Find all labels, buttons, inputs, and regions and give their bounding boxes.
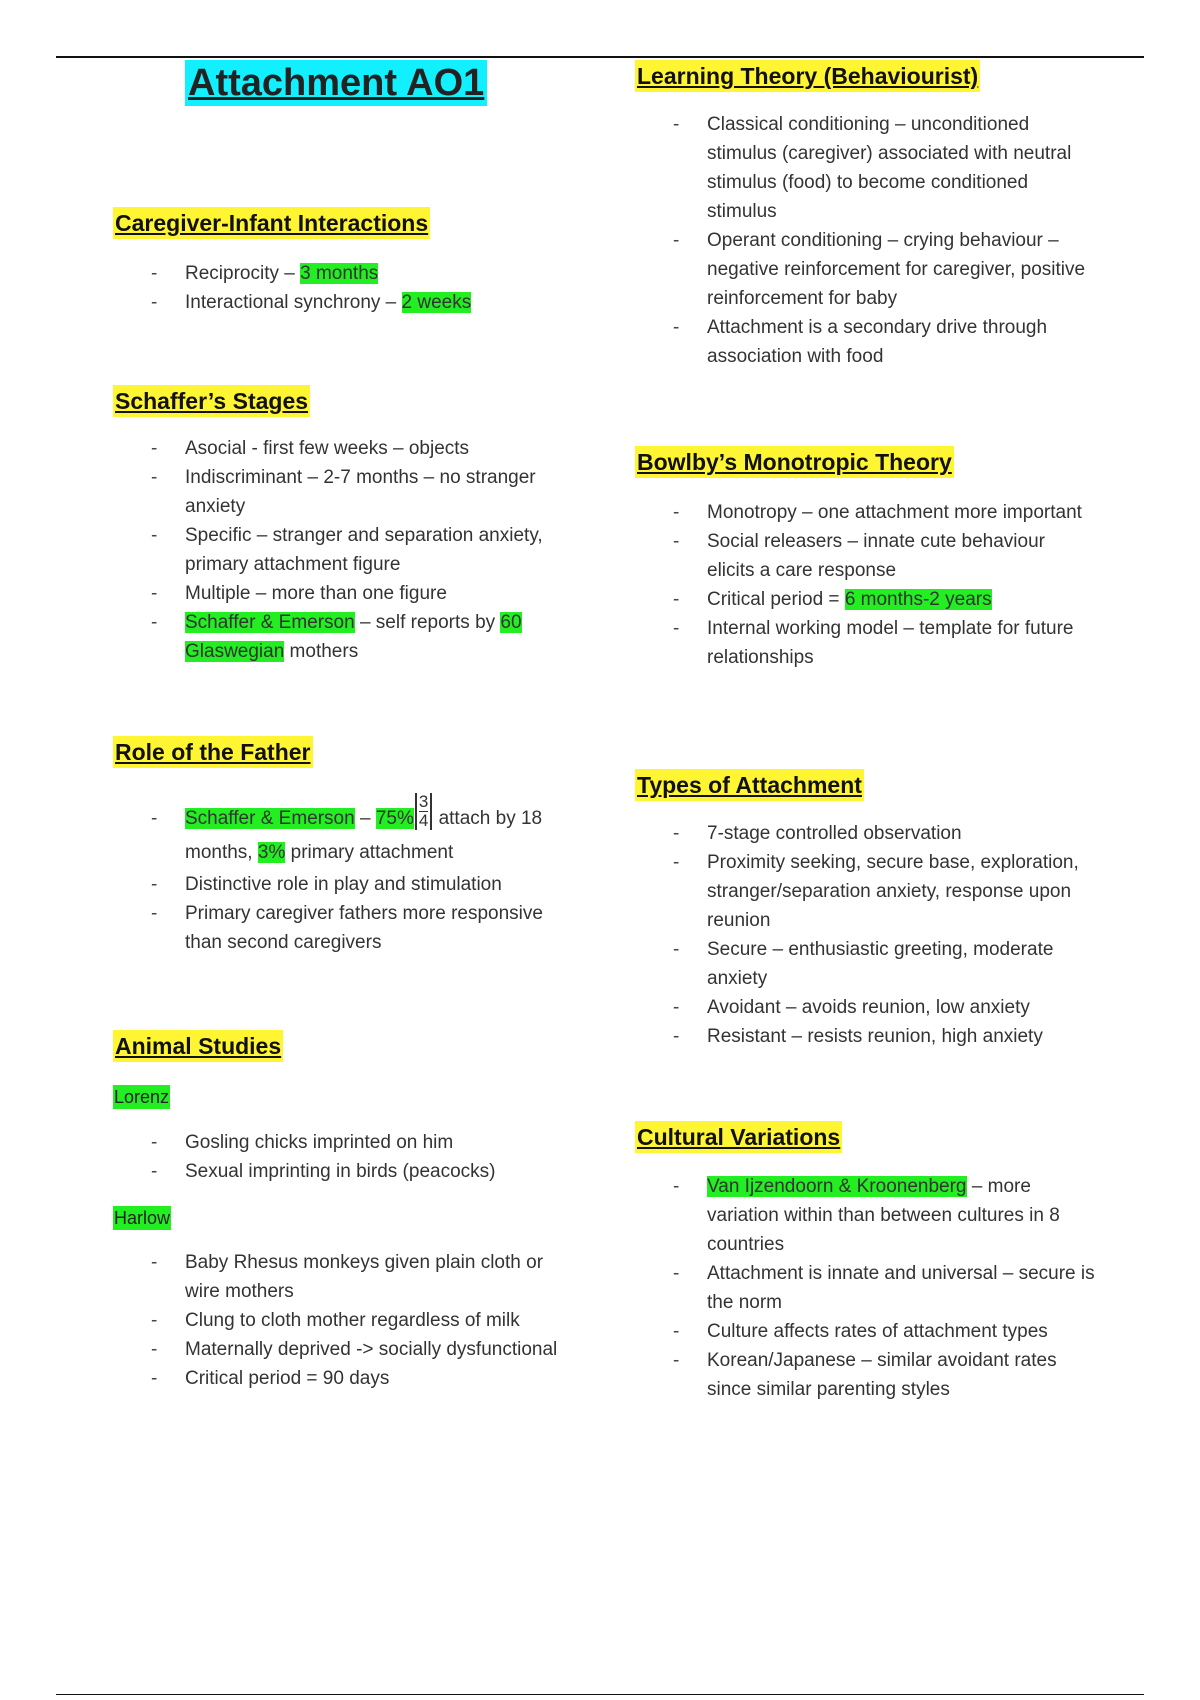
list-schaffers-stages xyxy=(113,434,575,666)
list-cultural-variations xyxy=(635,1172,1097,1404)
fraction-three-quarters: $\frac{3}{4}$ xyxy=(415,793,432,830)
list-item: - Schaffer & Emerson – self reports by 60 Glaswegian mothers xyxy=(113,608,575,666)
list-types-of-attachment xyxy=(635,819,1097,1051)
list-caregiver-infant xyxy=(113,259,575,317)
list-item: - Resistant – resists reunion, high anxiety xyxy=(635,1022,1097,1051)
top-rule xyxy=(56,56,1144,58)
list-item: - Korean/Japanese – similar avoidant rates since similar parenting styles xyxy=(635,1346,1097,1404)
list-item: - Attachment is innate and universal – secure is the norm xyxy=(635,1259,1097,1317)
list-harlow xyxy=(113,1248,575,1393)
list-item: - 7-stage controlled observation xyxy=(635,819,1097,848)
list-item: - Reciprocity – 3 months xyxy=(113,259,575,288)
heading-caregiver-infant: Caregiver-Infant Interactions xyxy=(113,207,430,239)
list-item: - Gosling chicks imprinted on him xyxy=(113,1128,575,1157)
list-item: - Critical period = 90 days xyxy=(113,1364,575,1393)
list-item: - Culture affects rates of attachment types xyxy=(635,1317,1097,1346)
list-role-of-father xyxy=(113,792,575,957)
heading-schaffers-stages: Schaffer’s Stages xyxy=(113,385,310,417)
list-item: - Monotropy – one attachment more important xyxy=(635,498,1097,527)
list-item: - Distinctive role in play and stimulation xyxy=(113,870,575,899)
list-item: - Schaffer & Emerson – 75% $\frac{3}{4}$ attach by 18 months, 3% primary attachment xyxy=(113,802,575,870)
list-item: - Maternally deprived -> socially dysfunctional xyxy=(113,1335,575,1364)
heading-types-of-attachment: Types of Attachment xyxy=(635,769,864,801)
heading-bowlby-monotropic: Bowlby’s Monotropic Theory xyxy=(635,446,954,478)
list-item: - Van Ijzendoorn & Kroonenberg – more variation within than between cultures in 8 countries xyxy=(635,1172,1097,1259)
list-item: - Indiscriminant – 2-7 months – no stranger anxiety xyxy=(113,463,575,521)
page-title: Attachment AO1 xyxy=(185,60,487,106)
list-item: - Primary caregiver fathers more responsive than second caregivers xyxy=(113,899,575,957)
heading-role-of-father: Role of the Father xyxy=(113,736,313,768)
list-learning-theory xyxy=(635,110,1097,371)
list-item: - Critical period = 6 months-2 years xyxy=(635,585,1097,614)
list-item: - Secure – enthusiastic greeting, moderate anxiety xyxy=(635,935,1097,993)
subheading-lorenz: Lorenz xyxy=(114,1087,170,1107)
heading-animal-studies: Animal Studies xyxy=(113,1030,283,1062)
list-item: - Multiple – more than one figure xyxy=(113,579,575,608)
list-bowlby-monotropic xyxy=(635,498,1097,672)
list-item: - Internal working model – template for future relationships xyxy=(635,614,1097,672)
list-item: - Avoidant – avoids reunion, low anxiety xyxy=(635,993,1097,1022)
bottom-rule xyxy=(56,1694,1144,1695)
list-item: - Sexual imprinting in birds (peacocks) xyxy=(113,1157,575,1186)
list-item: - Attachment is a secondary drive through association with food xyxy=(635,313,1097,371)
subheading-harlow: Harlow xyxy=(114,1208,171,1228)
list-item: - Operant conditioning – crying behaviour – negative reinforcement for caregiver, positive reinforcement for baby xyxy=(635,226,1097,313)
list-lorenz xyxy=(113,1128,575,1186)
heading-cultural-variations: Cultural Variations xyxy=(635,1121,842,1153)
list-item: - Clung to cloth mother regardless of milk xyxy=(113,1306,575,1335)
list-item: - Social releasers – innate cute behaviour elicits a care response xyxy=(635,527,1097,585)
list-item: - Asocial - first few weeks – objects xyxy=(113,434,575,463)
heading-learning-theory: Learning Theory (Behaviourist) xyxy=(635,60,980,92)
list-item: - Proximity seeking, secure base, exploration, stranger/separation anxiety, response upon reunion xyxy=(635,848,1097,935)
list-item: - Specific – stranger and separation anxiety, primary attachment figure xyxy=(113,521,575,579)
list-item: - Interactional synchrony – 2 weeks xyxy=(113,288,575,317)
list-item: - Baby Rhesus monkeys given plain cloth or wire mothers xyxy=(113,1248,575,1306)
list-item: - Classical conditioning – unconditioned stimulus (caregiver) associated with neutral stimulus (food) to become conditioned stimulus xyxy=(635,110,1097,226)
